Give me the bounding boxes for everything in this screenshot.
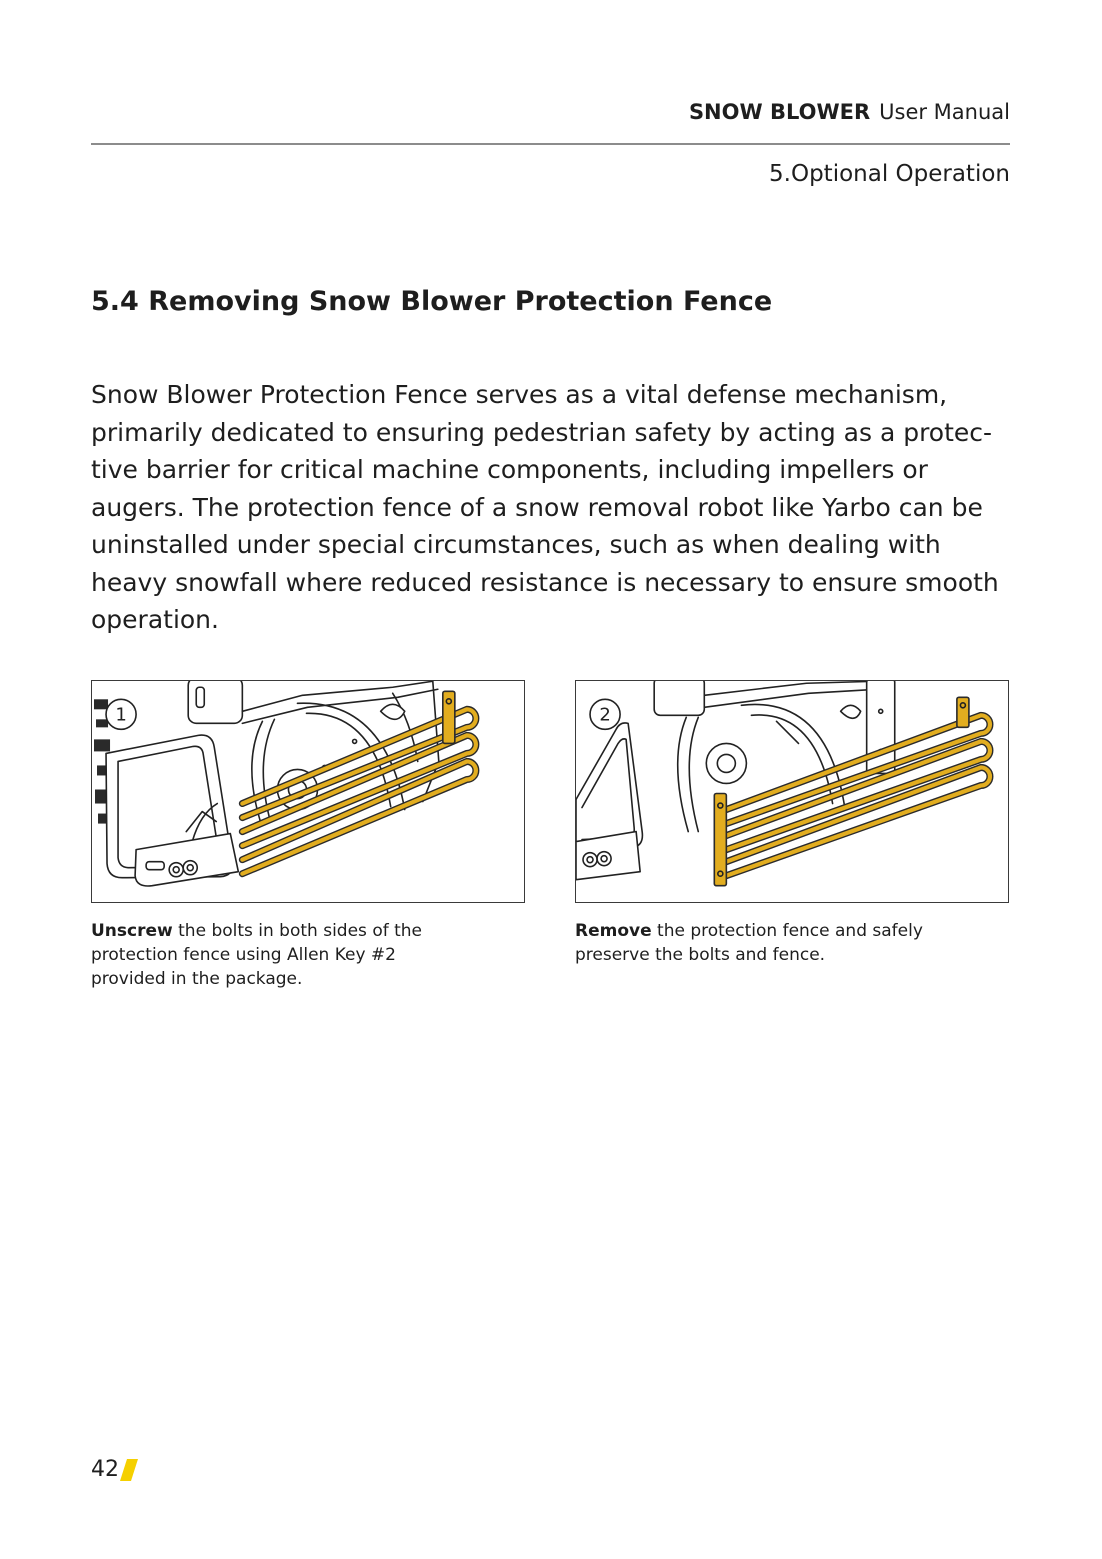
fence-attached-illustration bbox=[92, 681, 524, 902]
caption-line: preserve the bolts and fence. bbox=[575, 945, 826, 965]
frame-upper bbox=[704, 681, 876, 695]
machine-side-panel bbox=[106, 735, 238, 886]
machine-detail bbox=[94, 739, 110, 751]
frame-strut bbox=[776, 721, 798, 743]
fence-removed-illustration bbox=[576, 681, 1008, 902]
step-badge bbox=[106, 699, 136, 729]
figure-step-1 bbox=[91, 680, 525, 903]
step-badge bbox=[590, 699, 620, 729]
machine-detail bbox=[96, 719, 108, 727]
page-accent-mark bbox=[120, 1459, 138, 1481]
auger-housing bbox=[741, 704, 844, 806]
header-divider bbox=[91, 143, 1010, 145]
top-mount bbox=[654, 681, 704, 715]
body-line: operation. bbox=[91, 605, 219, 634]
figure-caption-2 bbox=[575, 919, 1015, 967]
machine-side-panel bbox=[576, 723, 642, 880]
fence-bracket-right bbox=[957, 697, 969, 727]
accent-slash bbox=[120, 1459, 138, 1481]
body-line: uninstalled under special circumstances, such as when dealing with bbox=[91, 530, 941, 559]
impeller-hub bbox=[706, 743, 746, 783]
running-header bbox=[689, 98, 1010, 126]
caption-line: provided in the package. bbox=[91, 969, 303, 989]
chute-guide bbox=[689, 717, 698, 831]
bolt bbox=[353, 739, 357, 743]
caption-action: Remove bbox=[575, 921, 652, 941]
caption-line: protection fence using Allen Key #2 bbox=[91, 945, 396, 965]
figure-caption-1 bbox=[91, 919, 531, 991]
caption-line bbox=[91, 919, 531, 943]
protection-fence bbox=[714, 697, 990, 885]
caption-text: the protection fence and safely bbox=[657, 921, 923, 941]
frame-upper bbox=[242, 689, 437, 723]
step-number: 1 bbox=[115, 704, 127, 726]
figure-step-2 bbox=[575, 680, 1009, 903]
protection-fence bbox=[242, 691, 476, 873]
page-number: 42 bbox=[91, 1457, 119, 1482]
bracket-clamp bbox=[841, 705, 861, 718]
chapter-label: 5.Optional Operation bbox=[769, 161, 1010, 187]
document-name: User Manual bbox=[879, 100, 1010, 124]
caption-text: the bolts in both sides of the bbox=[178, 921, 423, 941]
body-line: Snow Blower Protection Fence serves as a vital defense mechanism, bbox=[91, 380, 948, 409]
product-name: SNOW BLOWER bbox=[688, 100, 871, 124]
section-heading: 5.4 Removing Snow Blower Protection Fence bbox=[91, 286, 773, 317]
chute-guide bbox=[678, 717, 689, 831]
side-panel-outer bbox=[576, 723, 642, 850]
body-line: heavy snowfall where reduced resistance is necessary to ensure smooth bbox=[91, 567, 999, 597]
caption-line bbox=[575, 919, 1015, 943]
body-line: augers. The protection fence of a snow removal robot like Yarbo can be bbox=[91, 492, 983, 522]
machine-detail bbox=[94, 699, 108, 709]
step-number: 2 bbox=[599, 704, 611, 726]
impeller-hub-center bbox=[717, 754, 735, 772]
caption-action: Unscrew bbox=[91, 921, 173, 941]
body-paragraph bbox=[91, 376, 999, 639]
body-line: primarily dedicated to ensuring pedestrian safety by acting as a protec- bbox=[91, 417, 993, 447]
body-line: tive barrier for critical machine components, including impellers or bbox=[91, 455, 928, 484]
